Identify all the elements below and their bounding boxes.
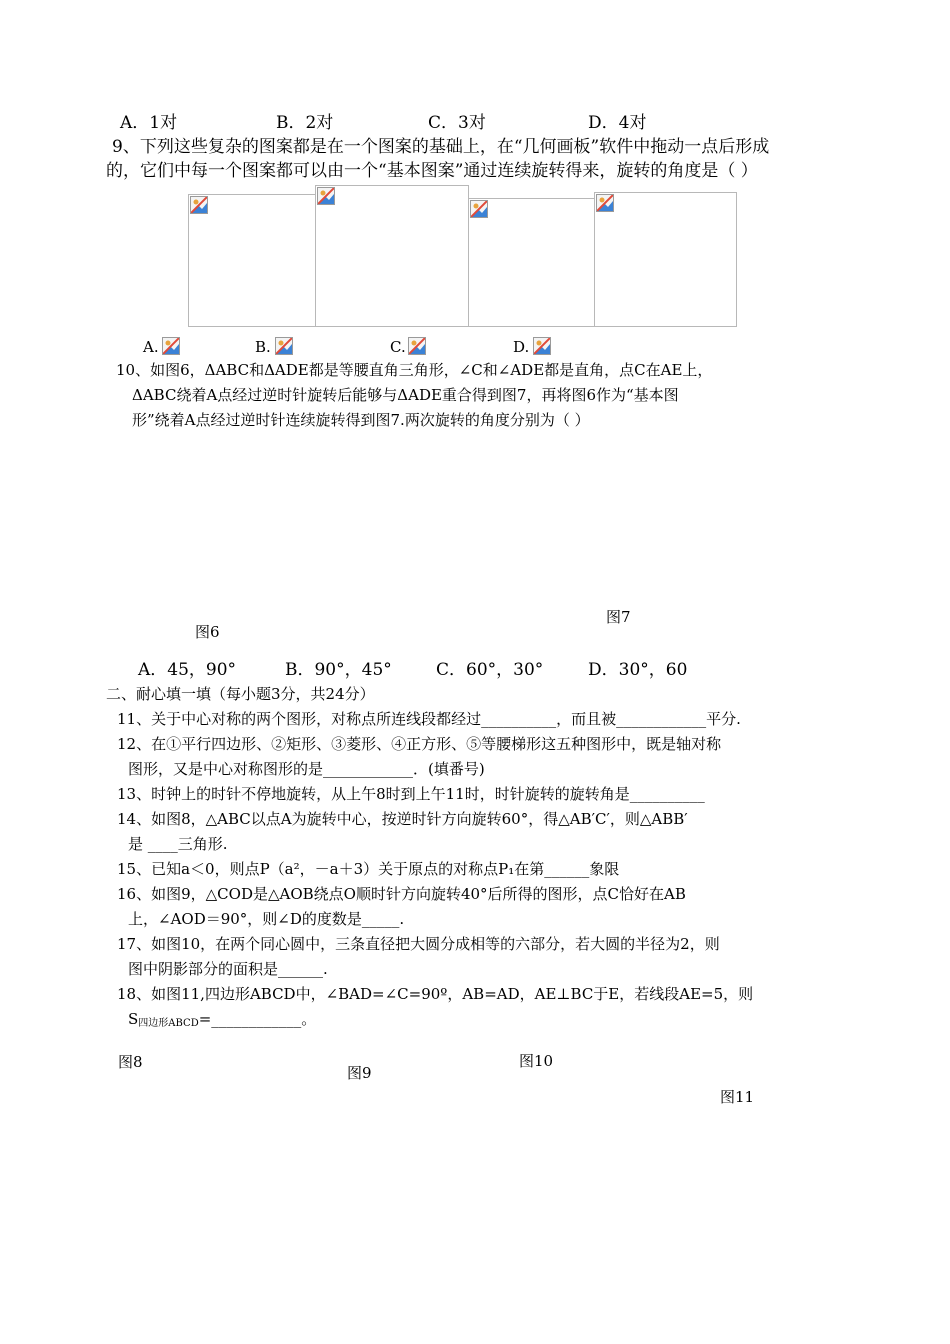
broken-image-icon: [190, 196, 208, 214]
q9-option-d-label: D.: [513, 338, 530, 356]
q18-answer-blank: =____________。: [198, 1010, 317, 1028]
q18-s-subscript: 四边形ABCD: [138, 1018, 199, 1029]
figure-10-caption: 图10: [519, 1052, 554, 1070]
broken-image-icon: [162, 337, 180, 355]
q18-s-symbol: S: [128, 1010, 139, 1028]
q12-line2: 图形，又是中心对称图形的是____________．(填番号): [128, 760, 485, 778]
broken-image-icon: [470, 200, 488, 218]
q10-option-c: C．60°，30°: [436, 660, 544, 680]
q8-option-b: B．2对: [276, 113, 334, 133]
q9-pattern-image-4: [594, 192, 737, 327]
q8-option-a: A．1对: [120, 113, 178, 133]
q9-pattern-image-2: [315, 185, 469, 327]
q18-line1: 18、如图11,四边形ABCD中，∠BAD=∠C=90º，AB=AD，AE⊥BC于E，若线段AE=5，则: [117, 985, 754, 1003]
q15-text: 15、已知a＜0，则点P（a²，－a＋3）关于原点的对称点P₁在第______象限: [117, 860, 620, 878]
q10-line1: 10、如图6，ΔABC和ΔADE都是等腰直角三角形，∠C和∠ADE都是直角，点C在AE上，: [116, 361, 713, 379]
figure-8-caption: 图8: [118, 1053, 143, 1071]
broken-image-icon: [596, 194, 614, 212]
figure-6-caption: 图6: [195, 623, 220, 641]
q13-text: 13、时钟上的时针不停地旋转，从上午8时到上午11时，时针旋转的旋转角是__________: [117, 785, 705, 803]
q18-area-expression: [128, 1010, 316, 1030]
q14-line2: 是 ____三角形.: [128, 835, 228, 853]
q12-line1: 12、在①平行四边形、②矩形、③菱形、④正方形、⑤等腰梯形这五种图形中，既是轴对称: [117, 735, 722, 753]
q17-line1: 17、如图10，在两个同心圆中，三条直径把大圆分成相等的六部分，若大圆的半径为2，则: [117, 935, 720, 953]
figure-9-caption: 图9: [347, 1064, 372, 1082]
q10-line2: ΔABC绕着A点经过逆时针旋转后能够与ΔADE重合得到图7，再将图6作为“基本图: [132, 386, 679, 404]
q9-line1: 9、下列这些复杂的图案都是在一个图案的基础上，在“几何画板”软件中拖动一点后形成: [112, 137, 770, 157]
q11-text: 11、关于中心对称的两个图形，对称点所连线段都经过__________，而且被____________平分.: [117, 710, 741, 728]
broken-image-icon: [533, 337, 551, 355]
q10-option-d: D．30°，60: [588, 660, 688, 680]
q16-line2: 上，∠AOD＝90°，则∠D的度数是_____.: [128, 910, 405, 928]
broken-image-icon: [408, 337, 426, 355]
q9-option-c-label: C.: [390, 338, 406, 356]
q9-option-b-label: B.: [255, 338, 271, 356]
broken-image-icon: [275, 337, 293, 355]
q10-line3: 形”绕着A点经过逆时针连续旋转得到图7.两次旋转的角度分别为（ ）: [132, 411, 590, 429]
figure-7-caption: 图7: [606, 608, 631, 626]
q8-option-d: D．4对: [588, 113, 647, 133]
q17-line2: 图中阴影部分的面积是______.: [128, 960, 328, 978]
q10-option-b: B．90°，45°: [285, 660, 392, 680]
section-2-title: 二、耐心填一填（每小题3分，共24分）: [106, 685, 375, 703]
q16-line1: 16、如图9，△COD是△AOB绕点O顺时针方向旋转40°后所得的图形，点C恰好在AB: [117, 885, 686, 903]
q8-option-c: C．3对: [428, 113, 486, 133]
figure-11-caption: 图11: [720, 1088, 755, 1106]
broken-image-icon: [317, 187, 335, 205]
q10-option-a: A．45，90°: [138, 660, 237, 680]
q9-option-a-label: A.: [143, 338, 159, 356]
q14-line1: 14、如图8，△ABC以点A为旋转中心，按逆时针方向旋转60°，得△AB′C′，则△ABB′: [117, 810, 688, 828]
q9-line2: 的，它们中每一个图案都可以由一个“基本图案”通过连续旋转得来，旋转的角度是（ ）: [106, 161, 758, 181]
